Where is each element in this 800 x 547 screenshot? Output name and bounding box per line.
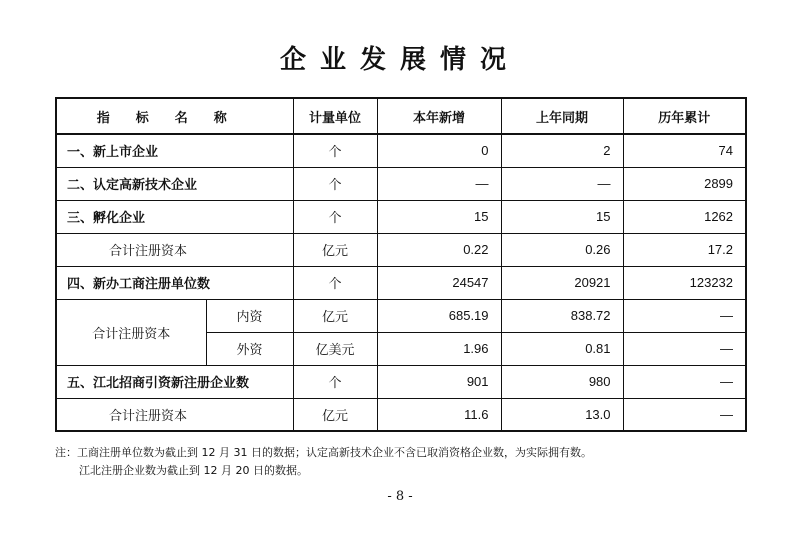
row-unit: 亿元 xyxy=(293,398,377,431)
row-current: 685.19 xyxy=(377,299,501,332)
row-prior: 838.72 xyxy=(501,299,623,332)
table-row xyxy=(56,134,746,167)
row-prior: 2 xyxy=(501,134,623,167)
row-subcategory: 外资 xyxy=(206,332,293,365)
row-unit: 亿元 xyxy=(293,299,377,332)
footnote-2: 江北注册企业数为截止到 12 月 20 日的数据。 xyxy=(79,464,308,477)
row-current: 11.6 xyxy=(377,398,501,431)
row-name: 一、新上市企业 xyxy=(56,134,293,167)
table-header-row xyxy=(56,98,746,134)
row-name: 二、认定高新技术企业 xyxy=(56,167,293,200)
row-current: 1.96 xyxy=(377,332,501,365)
row-cumulative: 74 xyxy=(623,134,746,167)
row-name: 合计注册资本 xyxy=(56,398,293,431)
footnote-1: 注：工商注册单位数为截止到 12 月 31 日的数据；认定高新技术企业不含已取消资格企业数，为实际拥有数。 xyxy=(55,446,592,459)
row-cumulative: 2899 xyxy=(623,167,746,200)
row-name: 三、孵化企业 xyxy=(56,200,293,233)
header-current-year: 本年新增 xyxy=(377,98,501,134)
row-current: 15 xyxy=(377,200,501,233)
header-prior-year: 上年同期 xyxy=(501,98,623,134)
row-unit: 个 xyxy=(293,266,377,299)
row-cumulative: 17.2 xyxy=(623,233,746,266)
row-cumulative: — xyxy=(623,332,746,365)
page-title: 企业发展情况 xyxy=(279,45,520,75)
row-cumulative: — xyxy=(623,365,746,398)
row-name: 四、新办工商注册单位数 xyxy=(56,266,293,299)
table-row xyxy=(56,299,746,332)
row-current: 24547 xyxy=(377,266,501,299)
row-name: 合计注册资本 xyxy=(56,299,206,365)
row-prior: — xyxy=(501,167,623,200)
header-cumulative: 历年累计 xyxy=(623,98,746,134)
header-indicator-name: 指标名称 xyxy=(56,98,293,134)
row-current: 0.22 xyxy=(377,233,501,266)
row-name: 合计注册资本 xyxy=(56,233,293,266)
enterprise-development-table xyxy=(55,97,747,432)
row-name: 五、江北招商引资新注册企业数 xyxy=(56,365,293,398)
row-current: — xyxy=(377,167,501,200)
row-unit: 个 xyxy=(293,365,377,398)
row-unit: 个 xyxy=(293,134,377,167)
row-prior: 0.81 xyxy=(501,332,623,365)
row-prior: 20921 xyxy=(501,266,623,299)
page-number: - 8 - xyxy=(387,489,413,504)
row-unit: 个 xyxy=(293,167,377,200)
row-prior: 0.26 xyxy=(501,233,623,266)
row-cumulative: — xyxy=(623,398,746,431)
table-row xyxy=(56,233,746,266)
row-current: 901 xyxy=(377,365,501,398)
row-prior: 15 xyxy=(501,200,623,233)
table-row xyxy=(56,266,746,299)
table-row xyxy=(56,365,746,398)
table-row xyxy=(56,167,746,200)
row-subcategory: 内资 xyxy=(206,299,293,332)
row-unit: 亿元 xyxy=(293,233,377,266)
table-row xyxy=(56,398,746,431)
row-cumulative: 1262 xyxy=(623,200,746,233)
row-unit: 亿美元 xyxy=(293,332,377,365)
row-cumulative: — xyxy=(623,299,746,332)
row-cumulative: 123232 xyxy=(623,266,746,299)
table-row xyxy=(56,200,746,233)
row-prior: 13.0 xyxy=(501,398,623,431)
row-prior: 980 xyxy=(501,365,623,398)
row-current: 0 xyxy=(377,134,501,167)
row-unit: 个 xyxy=(293,200,377,233)
footnotes xyxy=(55,444,755,480)
header-unit: 计量单位 xyxy=(293,98,377,134)
